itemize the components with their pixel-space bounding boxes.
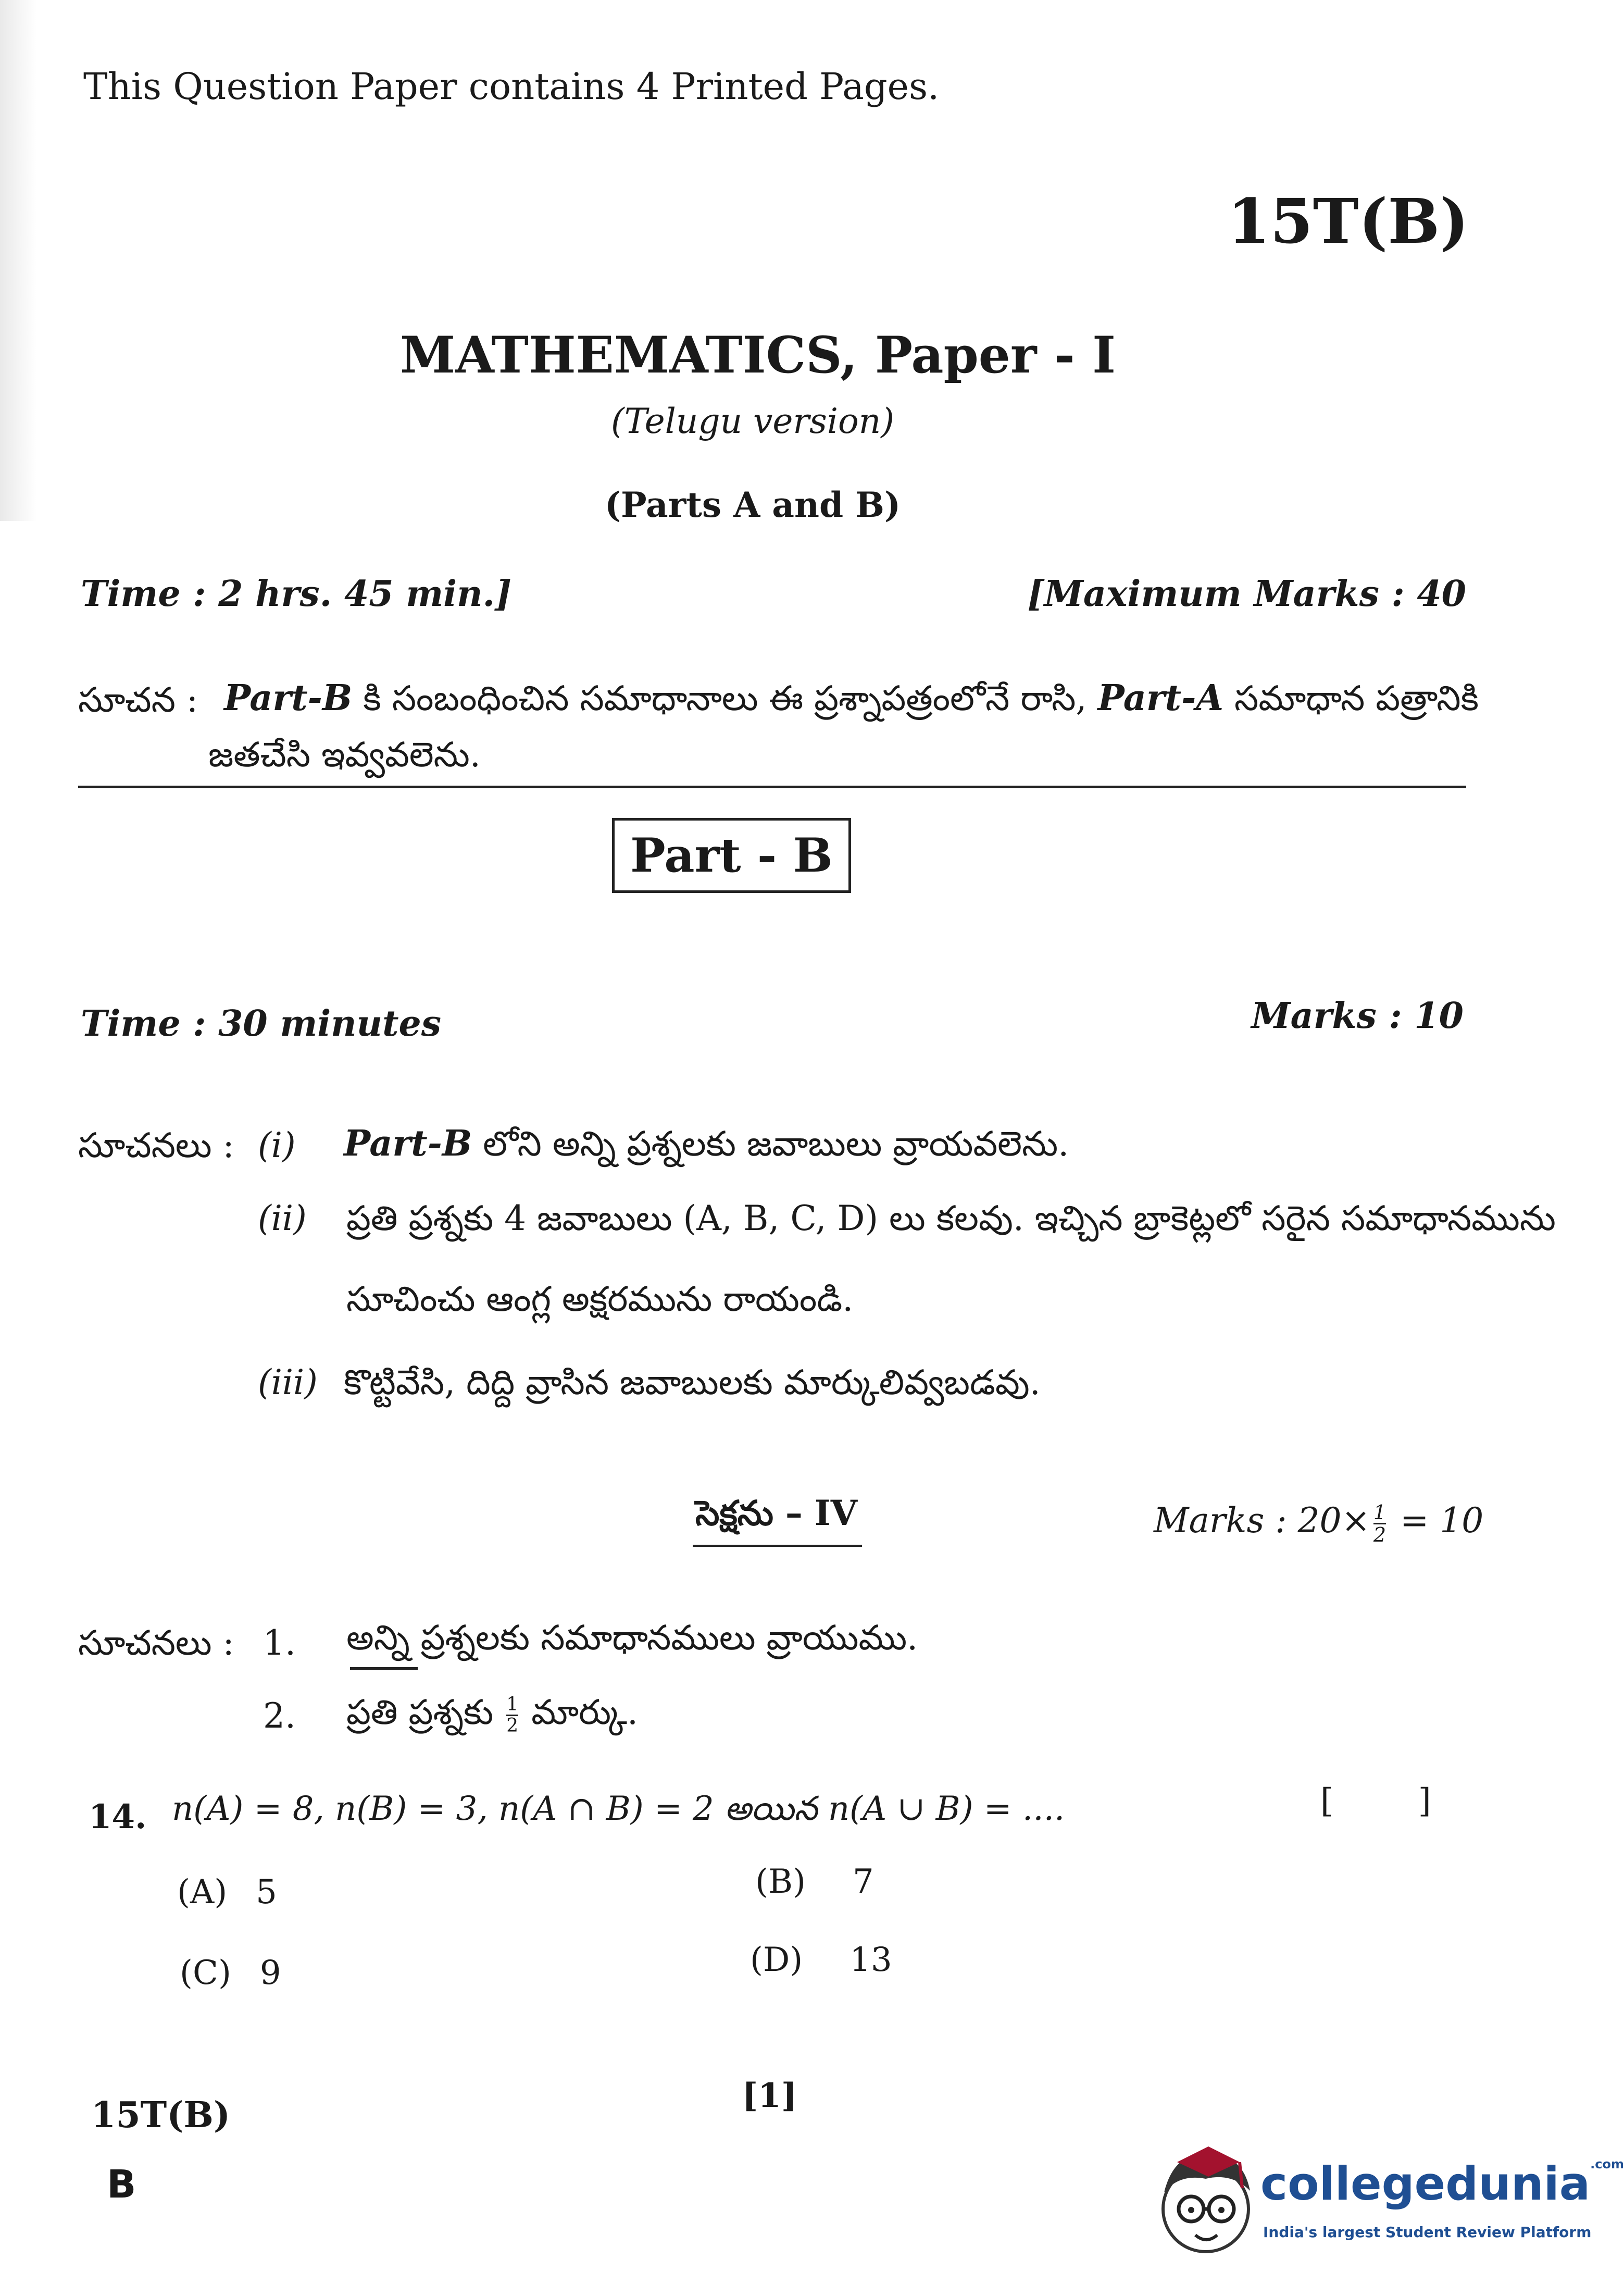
- note-2-text-cont: సూచించు ఆంగ్ల అక్షరమును రాయండి.: [346, 1279, 854, 1319]
- paper-code: 15T(B): [1227, 185, 1469, 257]
- page-number: [1]: [742, 2076, 797, 2115]
- total-time: Time : 2 hrs. 45 min.]: [81, 573, 512, 615]
- section-note-2-post: మార్కు.: [520, 1692, 638, 1732]
- instruction-line-2: జతచేసి ఇవ్వవలెను.: [208, 735, 481, 775]
- header-divider: [78, 786, 1466, 788]
- section-marks-fraction: [1373, 1502, 1386, 1545]
- option-a-value: 5: [256, 1873, 277, 1911]
- instruction-line-1: [224, 677, 1479, 727]
- section-numeral: – IV: [773, 1493, 857, 1533]
- note-1-number: (i): [258, 1125, 296, 1165]
- section-title: [695, 1493, 857, 1542]
- part-b-marks: Marks : 10: [1251, 995, 1464, 1037]
- logo-wordmark: [1260, 2157, 1624, 2211]
- version-label: (Telugu version): [611, 401, 894, 441]
- option-d: [750, 1941, 892, 1979]
- option-c-label: (C): [180, 1954, 231, 1992]
- note-3-number: (iii): [258, 1362, 318, 1402]
- section-underline: [693, 1545, 862, 1547]
- instruction-label: సూచన :: [78, 680, 198, 720]
- option-b-label: (B): [755, 1863, 806, 1901]
- section-note-1-text: అన్ని ప్రశ్నలకు సమాధానములు వ్రాయుము.: [346, 1618, 918, 1658]
- instruction-text-2: సమాధాన పత్రానికి: [1223, 678, 1479, 718]
- section-note-2-number: 2.: [263, 1696, 296, 1736]
- parts-label: (Parts A and B): [604, 485, 901, 525]
- answer-bracket[interactable]: [ ]: [1320, 1782, 1431, 1820]
- option-d-value: 13: [850, 1941, 892, 1979]
- instruction-text-1: కి సంబంధించిన సమాధానాలు ఈ ప్రశ్నాపత్రంలోనే రాసి,: [352, 678, 1098, 718]
- maximum-marks: [Maximum Marks : 40: [1027, 573, 1466, 615]
- section-note-2-text: [346, 1692, 638, 1741]
- option-c: [180, 1954, 281, 1992]
- question-text: n(A) = 8, n(B) = 3, n(A ∩ B) = 2 అయిన n(A ∪ B) = ....: [172, 1790, 1065, 1828]
- logo-tagline: India's largest Student Review Platform: [1263, 2224, 1592, 2241]
- note-1-part-b: Part-B: [344, 1123, 472, 1164]
- logo-name: collegedunia: [1260, 2157, 1591, 2211]
- note-3-text: కొట్టివేసి, దిద్ది వ్రాసిన జవాబులకు మార్కులివ్వబడవు.: [344, 1362, 1041, 1402]
- note-1-text: [344, 1123, 1069, 1172]
- section-word: సెక్షను: [695, 1493, 773, 1533]
- option-d-label: (D): [750, 1941, 803, 1979]
- section-marks-denominator: 2: [1373, 1523, 1386, 1546]
- notes-label: సూచనలు :: [78, 1125, 234, 1165]
- section-note-2-numerator: 1: [506, 1693, 519, 1715]
- section-marks-suffix: = 10: [1389, 1500, 1484, 1541]
- section-note-2-fraction: [506, 1695, 518, 1736]
- footer-letter-b: B: [107, 2162, 136, 2207]
- logo-domain-suffix: .com: [1590, 2157, 1624, 2171]
- instruction-part-a: Part-A: [1097, 677, 1224, 719]
- section-note-2-denominator: 2: [506, 1715, 519, 1736]
- page-count-note: This Question Paper contains 4 Printed Pages.: [83, 65, 940, 108]
- section-note-1-number: 1.: [263, 1623, 296, 1663]
- mascot-logo-icon: [1143, 2131, 1268, 2266]
- page-edge-shadow: [0, 0, 36, 521]
- note-1-body: లోని అన్ని ప్రశ్నలకు జవాబులు వ్రాయవలెను.: [472, 1124, 1069, 1164]
- option-c-value: 9: [259, 1954, 281, 1992]
- part-b-title: Part - B: [612, 818, 851, 893]
- option-b-value: 7: [852, 1863, 874, 1901]
- section-note-2-pre: ప్రతి ప్రశ్నకు: [346, 1692, 505, 1732]
- option-b: [755, 1863, 874, 1901]
- section-marks-prefix: Marks : 20×: [1154, 1500, 1370, 1541]
- part-b-time: Time : 30 minutes: [81, 1003, 442, 1045]
- footer-paper-code: 15T(B): [91, 2094, 231, 2136]
- section-marks: [1154, 1500, 1483, 1545]
- note-2-number: (ii): [258, 1198, 307, 1238]
- part-b-box: [612, 818, 851, 893]
- note-2-text: ప్రతి ప్రశ్నకు 4 జవాబులు (A, B, C, D) లు కలవు. ఇచ్చిన బ్రాకెట్లలో సరైన సమాధానమును: [346, 1198, 1556, 1238]
- section-marks-numerator: 1: [1373, 1500, 1386, 1524]
- option-a: [177, 1873, 277, 1911]
- question-number: 14.: [89, 1797, 147, 1836]
- section-notes-label: సూచనలు :: [78, 1623, 234, 1663]
- instruction-part-b: Part-B: [224, 677, 353, 719]
- section-note-1-underline: [350, 1667, 418, 1670]
- option-a-label: (A): [177, 1873, 228, 1911]
- paper-title: MATHEMATICS, Paper - I: [400, 326, 1116, 384]
